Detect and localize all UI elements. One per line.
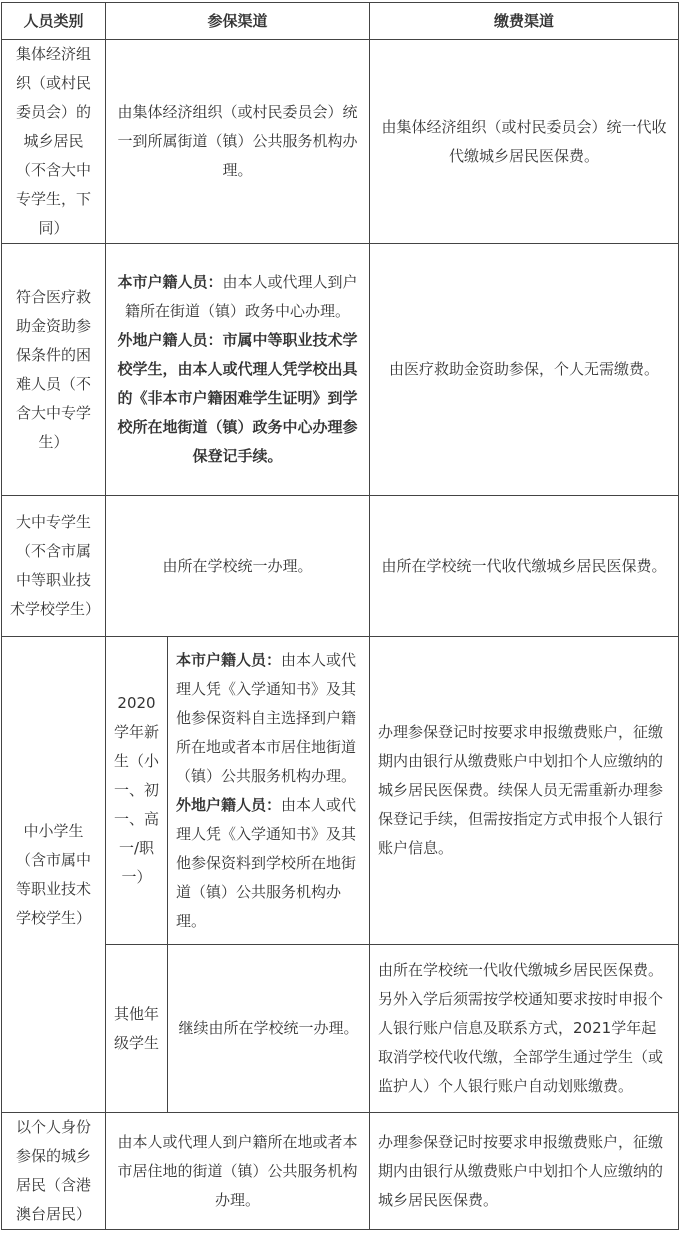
nonlocal-label: 外地户籍人员： xyxy=(117,331,223,349)
category-cell: 集体经济组织（或村民委员会）的城乡居民（不含大中专学生，下同） xyxy=(2,40,106,244)
table-row xyxy=(2,244,679,496)
category-cell: 以个人身份参保的城乡居民（含港澳台居民） xyxy=(2,1113,106,1230)
enroll-cell xyxy=(106,244,370,496)
payment-cell: 办理参保登记时按要求申报缴费账户，征缴期内由银行从缴费账户中划扣个人应缴纳的城乡居民医保费。 xyxy=(370,1113,679,1230)
local-resident-block xyxy=(176,646,361,791)
enroll-cell xyxy=(168,637,370,945)
local-label: 本市户籍人员： xyxy=(117,273,223,291)
payment-cell: 由集体经济组织（或村民委员会）统一代收代缴城乡居民医保费。 xyxy=(370,40,679,244)
table-row xyxy=(2,40,679,244)
table-row xyxy=(2,637,679,945)
payment-cell: 由所在学校统一代收代缴城乡居民医保费。另外入学后须需按学校通知要求按时申报个人银行账户信息及联系方式，2021学年起取消学校代收代缴，全部学生通过学生（或监护人）个人银行账户自动划账缴费。 xyxy=(370,945,679,1113)
nonlocal-label: 外地户籍人员： xyxy=(176,795,282,814)
nonlocal-resident-block xyxy=(114,326,361,471)
category-cell: 符合医疗救助金资助参保条件的困难人员（不含大中专学生） xyxy=(2,244,106,496)
table-row xyxy=(2,496,679,637)
enroll-cell: 由集体经济组织（或村民委员会）统一到所属街道（镇）公共服务机构办理。 xyxy=(106,40,370,244)
header-payment: 缴费渠道 xyxy=(370,3,679,40)
subcategory-cell: 其他年级学生 xyxy=(106,945,168,1113)
local-text: 由本人或代理人凭《入学通知书》及其他参保资料自主选择到户籍所在地或者本市居住地街道（镇）公共服务机构办理。 xyxy=(176,650,357,785)
payment-cell: 由所在学校统一代收代缴城乡居民医保费。 xyxy=(370,496,679,637)
category-cell: 中小学生（含市属中等职业技术学校学生） xyxy=(2,637,106,1113)
nonlocal-text: 由本人或代理人凭《入学通知书》及其他参保资料到学校所在地街道（镇）公共服务机构办理。 xyxy=(176,795,357,930)
header-enroll: 参保渠道 xyxy=(106,3,370,40)
enroll-cell: 由本人或代理人到户籍所在地或者本市居住地的街道（镇）公共服务机构办理。 xyxy=(106,1113,370,1230)
local-label: 本市户籍人员： xyxy=(176,650,282,669)
nonlocal-resident-block xyxy=(176,791,361,936)
enroll-cell: 继续由所在学校统一办理。 xyxy=(168,945,370,1113)
subcategory-cell: 2020学年新生（小一、初一、高一/职一） xyxy=(106,637,168,945)
local-resident-block xyxy=(114,268,361,326)
nonlocal-text: 市属中等职业技术学校学生，由本人或代理人凭学校出具的《非本市户籍困难学生证明》到学校所在地街道（镇）政务中心办理参保登记手续。 xyxy=(117,331,358,465)
table-header-row xyxy=(2,3,679,40)
payment-cell: 办理参保登记时按要求申报缴费账户，征缴期内由银行从缴费账户中划扣个人应缴纳的城乡居民医保费。续保人员无需重新办理参保登记手续，但需按指定方式申报个人银行账户信息。 xyxy=(370,637,679,945)
header-category: 人员类别 xyxy=(2,3,106,40)
insurance-channel-table xyxy=(1,2,679,1230)
category-cell: 大中专学生（不含市属中等职业技术学校学生） xyxy=(2,496,106,637)
enroll-cell: 由所在学校统一办理。 xyxy=(106,496,370,637)
local-text: 由本人或代理人到户籍所在街道（镇）政务中心办理。 xyxy=(125,273,358,320)
table-row xyxy=(2,1113,679,1230)
payment-cell: 由医疗救助金资助参保，个人无需缴费。 xyxy=(370,244,679,496)
